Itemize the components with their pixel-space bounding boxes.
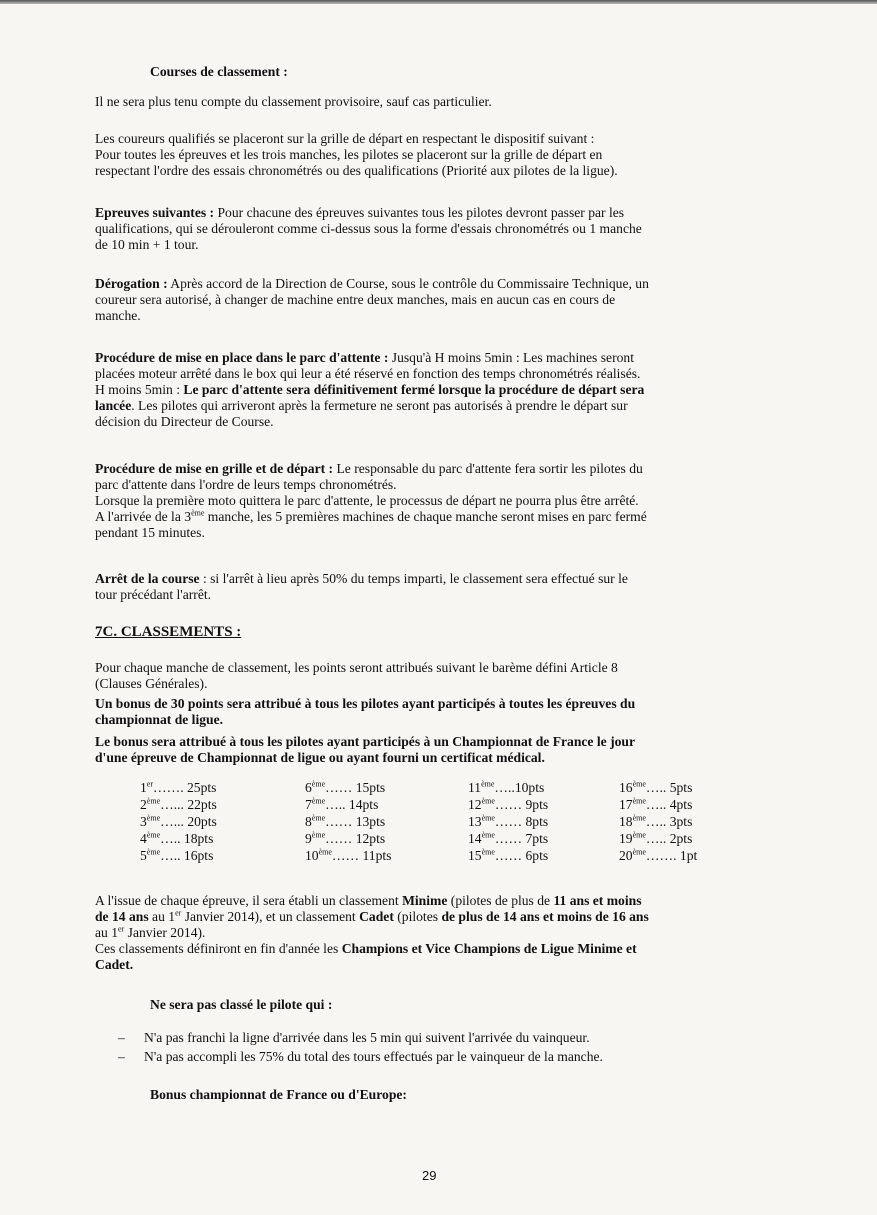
rank-suffix: ème	[481, 796, 495, 806]
label-mise-en-grille: Procédure de mise en grille et de départ :	[95, 461, 334, 476]
points-row	[305, 780, 391, 797]
rank-suffix: ème	[632, 830, 646, 840]
points-value: …… 6pts	[494, 848, 549, 863]
paragraph-arret-course	[95, 571, 765, 603]
text-arret-course: : si l'arrêt à lieu après 50% du temps imparti, le classement sera effectué sur le tour précédant l'arrêt.	[95, 571, 628, 602]
text: au 1	[95, 925, 119, 940]
rank: 11	[468, 780, 482, 795]
rank: 6	[305, 780, 312, 795]
rank-suffix: ème	[481, 847, 495, 857]
label-epreuves-suivantes: Epreuves suivantes :	[95, 205, 215, 220]
rank: 17	[619, 797, 633, 812]
rank: 2	[140, 797, 147, 812]
points-row	[140, 797, 217, 814]
points-value: ….. 14pts	[325, 797, 379, 812]
text-derogation: Après accord de la Direction de Course, sous le contrôle du Commissaire Technique, un coureur sera autorisé, à changer de machine entre deux manches, mais en aucun cas en cours de manche.	[95, 276, 649, 323]
points-row	[468, 848, 548, 865]
text: A l'issue de chaque épreuve, il sera établi un classement	[95, 893, 403, 908]
rank: 18	[619, 814, 633, 829]
points-value: …… 7pts	[494, 831, 549, 846]
points-value: ….. 4pts	[645, 797, 693, 812]
list-item-text: N'a pas accompli les 75% du total des tours effectués par le vainqueur de la manche.	[144, 1049, 603, 1064]
points-value: …... 20pts	[160, 814, 217, 829]
points-row	[140, 831, 217, 848]
points-row	[140, 780, 217, 797]
paragraph-parc-attente	[95, 350, 765, 430]
rank: 1	[140, 780, 147, 795]
points-value: …... 22pts	[160, 797, 217, 812]
sup-er: er	[118, 924, 125, 934]
text: (pilotes	[393, 909, 442, 924]
text-age-minime: 11 ans et moins de 14 ans	[95, 893, 642, 924]
points-value: ……. 1pt	[645, 848, 698, 863]
paragraph-minime-cadet	[95, 893, 765, 973]
points-column	[305, 780, 391, 865]
section-title-classements: 7C. CLASSEMENTS :	[95, 624, 242, 640]
points-row	[619, 780, 697, 797]
points-value: …… 9pts	[494, 797, 549, 812]
points-value: ….. 3pts	[645, 814, 693, 829]
points-value: ….. 16pts	[160, 848, 214, 863]
rank: 16	[619, 780, 633, 795]
rank-suffix: ème	[481, 830, 495, 840]
heading-non-classe: Ne sera pas classé le pilote qui :	[150, 997, 333, 1012]
points-value: …… 8pts	[494, 814, 549, 829]
points-row	[619, 814, 697, 831]
points-row	[619, 797, 697, 814]
heading-courses-classement: Courses de classement :	[150, 64, 288, 79]
text-mise-en-grille-end: manche, les 5 premières machines de chaque manche seront mises en parc fermé pendant 15 minutes.	[95, 509, 647, 540]
points-value: …… 15pts	[325, 780, 386, 795]
rank-suffix: ème	[146, 830, 161, 840]
rank-suffix: er	[146, 779, 154, 789]
paragraph-classement-provisoire: Il ne sera plus tenu compte du classement provisoire, sauf cas particulier.	[95, 94, 492, 109]
bullet-dash: –	[118, 1049, 125, 1064]
paragraph-mise-en-grille	[95, 461, 765, 541]
points-row	[619, 831, 697, 848]
rank-suffix: ème	[632, 779, 646, 789]
points-value: …… 12pts	[325, 831, 386, 846]
scan-top-edge	[0, 0, 877, 4]
list-item	[118, 1049, 758, 1065]
points-row	[140, 814, 217, 831]
paragraph-epreuves-suivantes	[95, 205, 765, 253]
text: (pilotes de plus de	[447, 893, 554, 908]
text: au 1	[148, 909, 176, 924]
text-mise-en-grille: Le responsable du parc d'attente fera sortir les pilotes du parc d'attente dans l'ordre de leurs temps chronométrés. Lorsque la première moto quittera le parc d'attente, le processus de départ ne pourra plus être arrêté. A l'arrivée de la 3	[95, 461, 643, 524]
text-cadet: Cadet	[359, 909, 394, 924]
label-derogation: Dérogation :	[95, 276, 168, 291]
rank: 4	[140, 831, 147, 846]
rank-suffix: ème	[146, 796, 161, 806]
rank: 14	[468, 831, 482, 846]
bullet-dash: –	[118, 1030, 125, 1045]
list-item-text: N'a pas franchi la ligne d'arrivée dans les 5 min qui suivent l'arrivée du vainqueur.	[144, 1030, 590, 1045]
points-value: …..10pts	[494, 780, 545, 795]
points-column	[468, 780, 548, 865]
rank-suffix: ème	[146, 847, 161, 857]
heading-bonus-championnat: Bonus championnat de France ou d'Europe:	[150, 1087, 407, 1102]
rank: 19	[619, 831, 633, 846]
rank: 20	[619, 848, 633, 863]
paragraph-bonus-30: Un bonus de 30 points sera attribué à tous les pilotes ayant participés à toutes les épreuves du championnat de ligue.	[95, 696, 636, 727]
rank-suffix: ème	[632, 813, 646, 823]
rank: 15	[468, 848, 482, 863]
text-parc-attente-end: . Les pilotes qui arriveront après la fermeture ne seront pas autorisés à prendre le départ sur décision du Directeur de Course.	[95, 398, 628, 429]
points-column	[619, 780, 697, 865]
rank: 3	[140, 814, 147, 829]
paragraph-grille-depart: Les coureurs qualifiés se placeront sur la grille de départ en respectant le dispositif suivant : Pour toutes les épreuves et les trois manches, les pilotes se placeront sur la grille de départ en respectant l'ordre des essais chronométrés ou des qualifications (Priorité aux pilotes de la ligue).	[95, 131, 618, 178]
text-parc-attente: Jusqu'à H moins 5min : Les machines seront placées moteur arrêté dans le box qui leur a été réservé en fonction des temps chronométrés réalisés. H moins 5min :	[95, 350, 641, 397]
paragraph-bareme: Pour chaque manche de classement, les points seront attribués suivant le barème défini Article 8 (Clauses Générales).	[95, 660, 618, 691]
points-value: …… 13pts	[325, 814, 386, 829]
rank: 8	[305, 814, 312, 829]
rank-suffix: ème	[632, 796, 646, 806]
page-number: 29	[422, 1168, 437, 1183]
points-row	[305, 848, 391, 865]
points-row	[140, 848, 217, 865]
points-value: ….. 18pts	[160, 831, 214, 846]
text-minime: Minime	[402, 893, 448, 908]
rank-suffix: ème	[481, 813, 495, 823]
rank-suffix: ème	[311, 830, 326, 840]
points-row	[619, 848, 697, 865]
rank: 13	[468, 814, 482, 829]
points-value: …… 11pts	[331, 848, 392, 863]
points-row	[305, 814, 391, 831]
list-item	[118, 1030, 758, 1046]
rank-suffix: ème	[481, 779, 495, 789]
text-epreuves-suivantes: Pour chacune des épreuves suivantes tous les pilotes devront passer par les qualifications, qui se dérouleront comme ci-dessus sous la forme d'essais chronométrés ou 1 manche de 10 min + 1 tour.	[95, 205, 642, 252]
points-value: ….. 2pts	[645, 831, 693, 846]
rank-suffix: ème	[311, 796, 326, 806]
label-parc-attente: Procédure de mise en place dans le parc d'attente :	[95, 350, 389, 365]
text-champions: Champions et Vice Champions de Ligue Minime et Cadet.	[95, 941, 637, 972]
points-value: ……. 25pts	[153, 780, 217, 795]
rank: 5	[140, 848, 147, 863]
text-age-cadet: de plus de 14 ans et moins de 16 ans	[441, 909, 649, 924]
points-row	[305, 831, 391, 848]
rank: 7	[305, 797, 312, 812]
sup-er: er	[175, 908, 182, 918]
paragraph-derogation	[95, 276, 765, 324]
points-row	[305, 797, 391, 814]
text: Janvier 2014). Ces classements définiront en fin d'année les	[95, 925, 339, 956]
points-row	[468, 780, 548, 797]
points-row	[468, 814, 548, 831]
paragraph-bonus-france: Le bonus sera attribué à tous les pilotes ayant participés à un Championnat de France le jour d'une épreuve de Championnat de ligue ou ayant fourni un certificat médical.	[95, 734, 635, 765]
rank-suffix: ème	[318, 847, 332, 857]
sup-eme: ème	[191, 508, 205, 518]
points-column	[140, 780, 217, 865]
label-arret-course: Arrêt de la course	[95, 571, 200, 586]
points-row	[468, 831, 548, 848]
rank: 12	[468, 797, 482, 812]
rank-suffix: ème	[146, 813, 161, 823]
rank-suffix: ème	[311, 779, 326, 789]
text-parc-ferme-bold: Le parc d'attente sera définitivement fermé lorsque la procédure de départ sera lancée	[95, 382, 645, 413]
points-row	[468, 797, 548, 814]
points-value: ….. 5pts	[645, 780, 693, 795]
text: Janvier 2014), et un classement	[181, 909, 360, 924]
rank: 9	[305, 831, 312, 846]
rank-suffix: ème	[311, 813, 326, 823]
rank-suffix: ème	[632, 847, 646, 857]
rank: 10	[305, 848, 319, 863]
